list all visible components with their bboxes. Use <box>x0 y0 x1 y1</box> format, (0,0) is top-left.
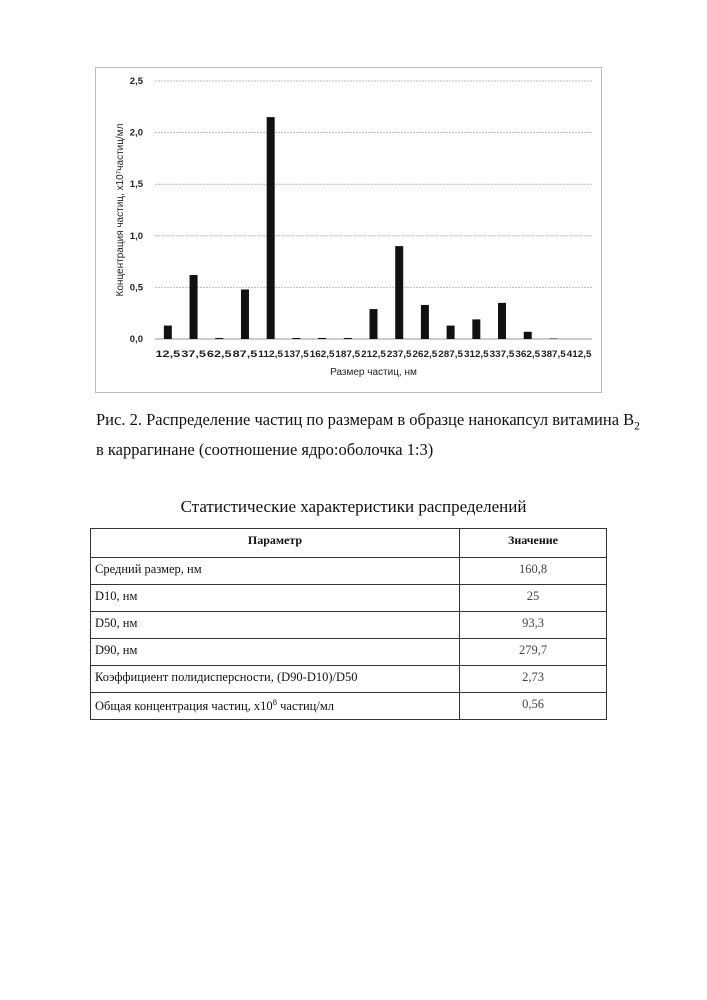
table-row <box>91 585 607 612</box>
value-cell: 160,8 <box>460 558 607 585</box>
x-tick-label: 12,5 <box>156 349 182 360</box>
bar <box>267 117 275 339</box>
document-page <box>0 0 707 1000</box>
x-tick-label: 137,5 <box>284 349 309 360</box>
x-tick-label: 412,5 <box>567 349 592 360</box>
bar <box>318 338 326 339</box>
caption-subscript: 2 <box>634 420 640 432</box>
y-tick-label: 0,0 <box>130 334 143 345</box>
table-row <box>91 639 607 666</box>
x-tick-label: 312,5 <box>464 349 489 360</box>
bar <box>498 303 506 339</box>
table-row <box>91 666 607 693</box>
x-tick-label: 162,5 <box>310 349 335 360</box>
x-tick-label: 37,5 <box>181 349 207 360</box>
x-axis-label: Размер частиц, нм <box>330 367 417 378</box>
bar <box>292 338 300 339</box>
value-cell: 279,7 <box>460 639 607 666</box>
x-tick-label: 112,5 <box>258 349 283 360</box>
y-tick-label: 1,0 <box>130 231 143 242</box>
table-row <box>91 558 607 585</box>
param-exponent: 8 <box>273 697 277 707</box>
table-title: Статистические характеристики распределений <box>0 497 707 517</box>
x-tick-label: 362,5 <box>515 349 540 360</box>
bar <box>190 275 198 339</box>
x-tick-label: 387,5 <box>541 349 566 360</box>
x-tick-label: 287,5 <box>438 349 463 360</box>
bar <box>241 289 249 339</box>
table-row <box>91 612 607 639</box>
caption-line-1: Рис. 2. Распределение частиц по размерам в образце нанокапсул витамина B <box>96 410 634 429</box>
table-row <box>91 693 607 720</box>
y-tick-label: 0,5 <box>130 282 144 293</box>
table-header-row <box>91 529 607 558</box>
param-text: Общая концентрация частиц, x10 <box>95 699 273 713</box>
statistics-table <box>90 528 607 720</box>
bar <box>215 338 223 339</box>
x-tick-label: 187,5 <box>335 349 360 360</box>
bar <box>447 326 455 339</box>
param-cell: Коэффициент полидисперсности, (D90-D10)/D50 <box>91 666 460 693</box>
x-tick-label: 87,5 <box>233 349 259 360</box>
x-tick-label: 212,5 <box>361 349 386 360</box>
bar <box>472 319 480 339</box>
y-axis-label: Концентрация частиц, x10⁷частиц/мл <box>115 123 126 296</box>
param-cell: D50, нм <box>91 612 460 639</box>
param-cell: D10, нм <box>91 585 460 612</box>
x-tick-label: 62,5 <box>207 349 233 360</box>
bar <box>395 246 403 339</box>
param-cell <box>91 693 460 720</box>
x-tick-label: 237,5 <box>387 349 412 360</box>
y-tick-label: 2,0 <box>130 128 143 139</box>
value-cell: 25 <box>460 585 607 612</box>
bar <box>549 338 557 339</box>
value-cell: 0,56 <box>460 693 607 720</box>
y-tick-label: 1,5 <box>130 179 144 190</box>
param-unit: частиц/мл <box>277 699 334 713</box>
bar-chart <box>95 67 602 393</box>
value-cell: 93,3 <box>460 612 607 639</box>
bar <box>421 305 429 339</box>
bar <box>164 326 172 339</box>
x-tick-label: 337,5 <box>490 349 515 360</box>
caption-line-2: в каррагинане (соотношение ядро:оболочка 1:3) <box>96 440 433 459</box>
header-value: Значение <box>460 529 607 558</box>
bar <box>344 338 352 339</box>
param-cell: D90, нм <box>91 639 460 666</box>
bar <box>524 332 532 339</box>
figure-caption <box>96 408 676 461</box>
header-parameter: Параметр <box>91 529 460 558</box>
value-cell: 2,73 <box>460 666 607 693</box>
param-cell: Средний размер, нм <box>91 558 460 585</box>
x-tick-label: 262,5 <box>413 349 438 360</box>
bar <box>370 309 378 339</box>
y-tick-label: 2,5 <box>130 76 144 87</box>
